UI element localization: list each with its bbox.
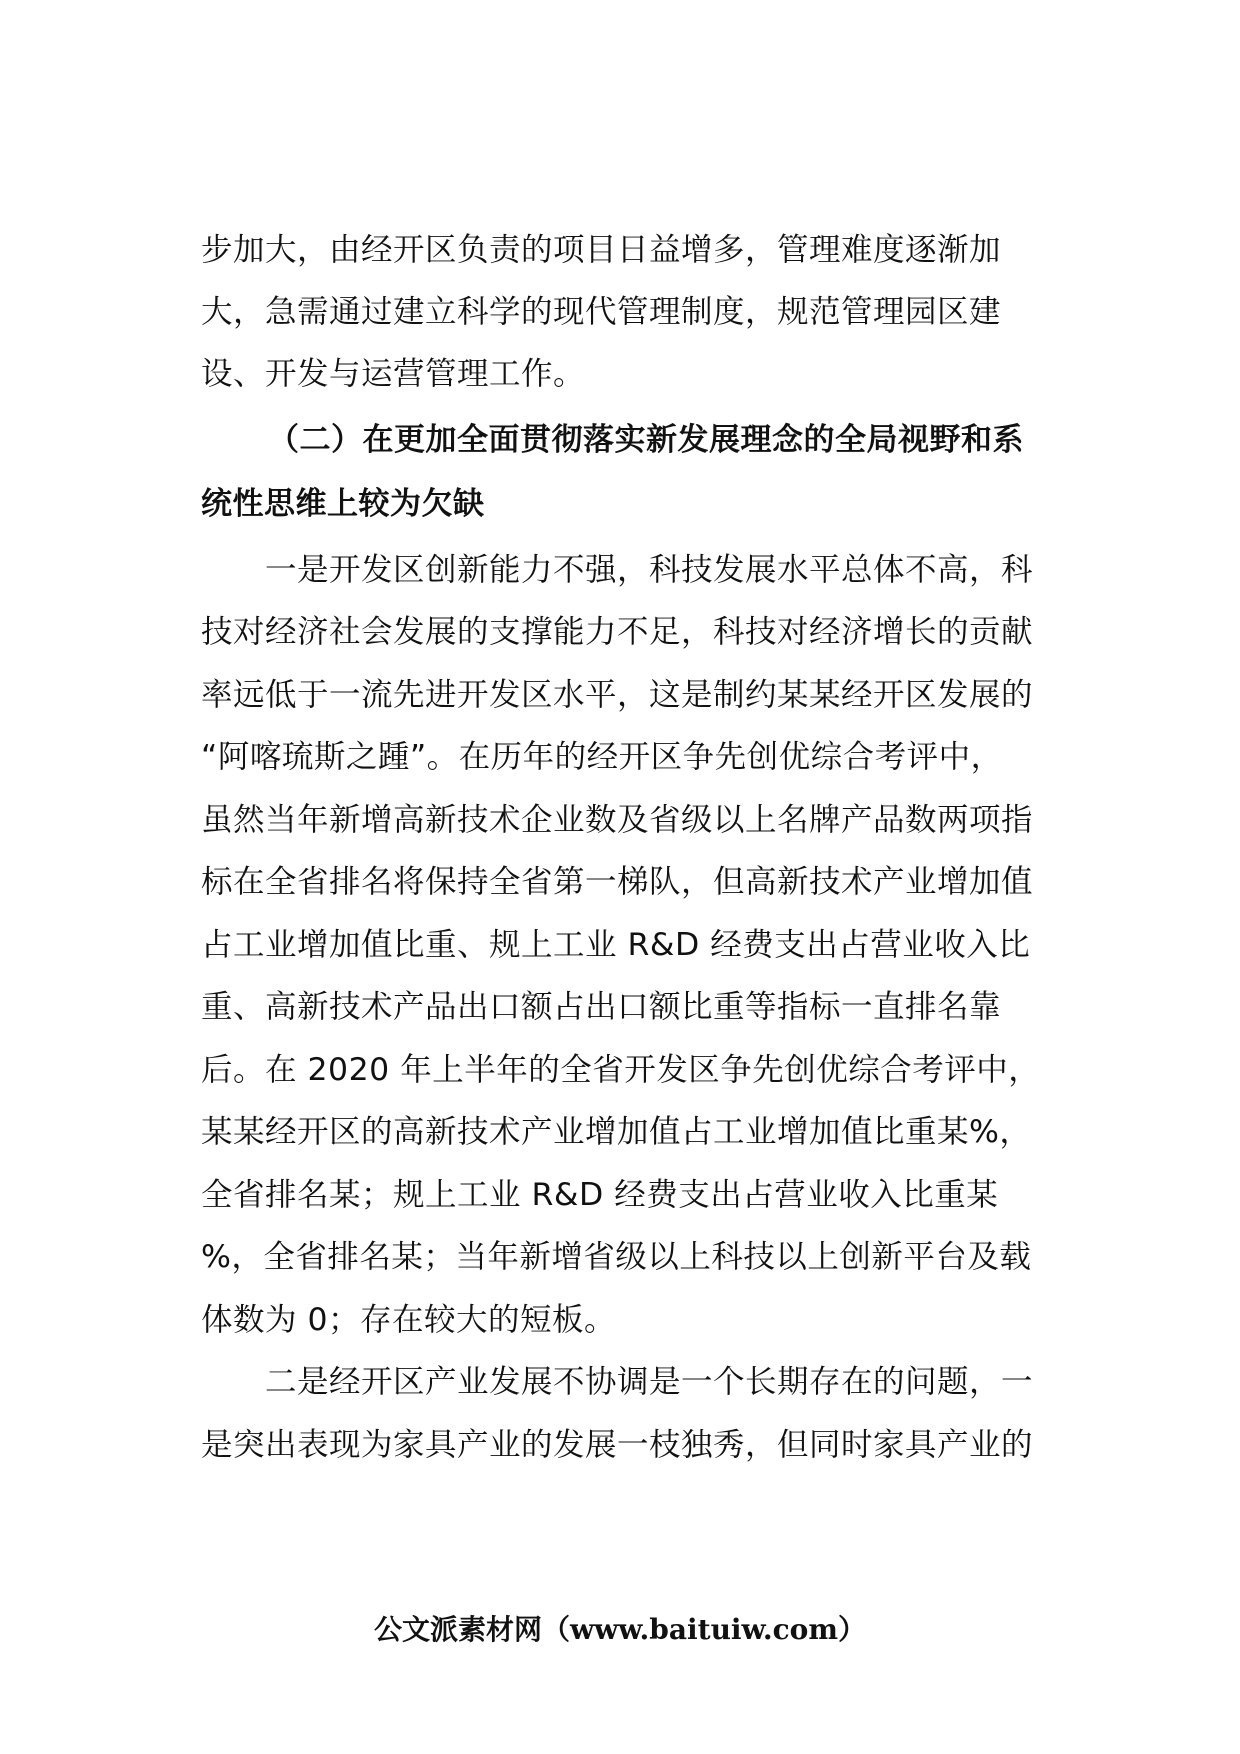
- paragraph-line-20: 是突出表现为家具产业的发展一枝独秀，但同时家具产业的: [201, 1427, 1034, 1463]
- paragraph-line-14: 后。在 2020 年上半年的全省开发区争先创优综合考评中，: [201, 1052, 1041, 1088]
- section-heading-line-2: 统性思维上较为欠缺: [201, 486, 485, 522]
- paragraph-line-19: 二是经开区产业发展不协调是一个长期存在的问题，一: [265, 1364, 1034, 1400]
- paragraph-line-11: 标在全省排名将保持全省第一梯队，但高新技术产业增加值: [201, 864, 1034, 900]
- paragraph-line-10: 虽然当年新增高新技术企业数及省级以上名牌产品数两项指: [201, 802, 1034, 838]
- paragraph-line-16: 全省排名某；规上工业 R&D 经费支出占营业收入比重某: [201, 1177, 999, 1213]
- paragraph-line-2: 大，急需通过建立科学的现代管理制度，规范管理园区建: [201, 294, 1002, 330]
- paragraph-line-6: 一是开发区创新能力不强，科技发展水平总体不高，科: [265, 552, 1034, 588]
- paragraph-line-1: 步加大，由经开区负责的项目日益增多，管理难度逐渐加: [201, 232, 1002, 268]
- paragraph-line-18: 体数为 0；存在较大的短板。: [201, 1302, 617, 1338]
- paragraph-line-8: 率远低于一流先进开发区水平，这是制约某某经开区发展的: [201, 677, 1034, 713]
- paragraph-line-13: 重、高新技术产品出口额占出口额比重等指标一直排名靠: [201, 989, 1002, 1025]
- paragraph-line-7: 技对经济社会发展的支撑能力不足，科技对经济增长的贡献: [201, 614, 1034, 650]
- paragraph-line-17: %，全省排名某；当年新增省级以上科技以上创新平台及载: [201, 1239, 1032, 1275]
- paragraph-line-12: 占工业增加值比重、规上工业 R&D 经费支出占营业收入比: [201, 927, 1031, 963]
- footer-watermark: 公文派素材网（www.baituiw.com）: [374, 1613, 866, 1646]
- paragraph-line-9: “阿喀琉斯之踵”。在历年的经开区争先创优综合考评中，: [201, 739, 1003, 775]
- paragraph-line-3: 设、开发与运营管理工作。: [201, 356, 586, 392]
- section-heading-line-1: （二）在更加全面贯彻落实新发展理念的全局视野和系: [268, 422, 1024, 458]
- paragraph-line-15: 某某经开区的高新技术产业增加值占工业增加值比重某%，: [201, 1114, 1032, 1150]
